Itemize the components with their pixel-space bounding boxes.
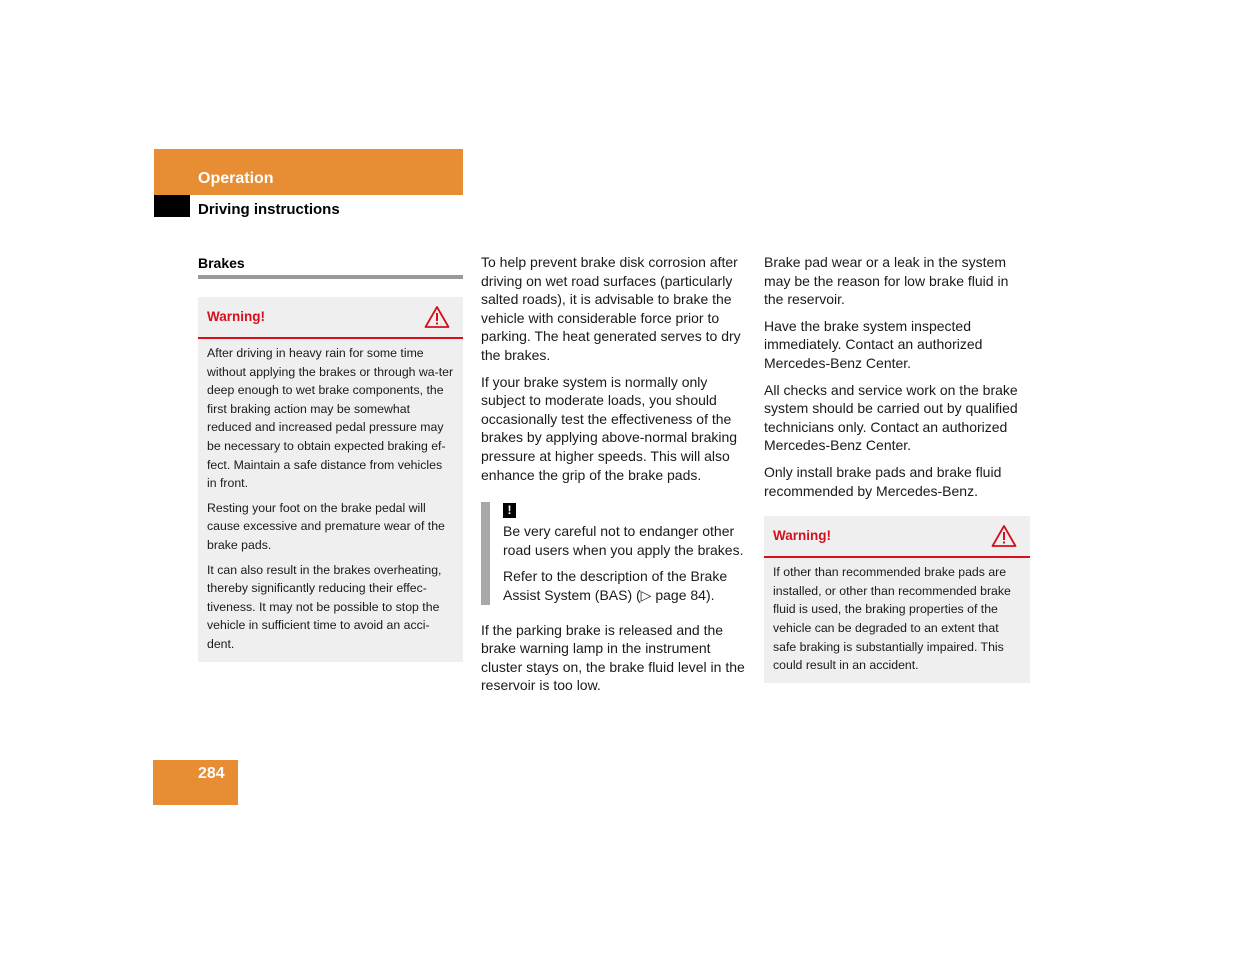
note-box [481, 500, 747, 604]
subsection-marker [154, 195, 190, 217]
exclamation-icon: ! [503, 503, 516, 518]
warning-box [198, 297, 463, 662]
warning-paragraph: If other than recommended brake pads are installed, or other than recommended brake fluid is used, the braking properties of the vehicle can be degraded to an extent that safe braking is substantially impaired. This could result in an accident. [773, 565, 1011, 673]
warning-box [764, 516, 1030, 683]
page-number-box [153, 760, 238, 805]
warning-triangle-icon [991, 524, 1017, 548]
note-paragraph: Refer to the description of the Brake Assist System (BAS) (▷ page 84). [503, 568, 728, 603]
column-1 [198, 254, 463, 662]
subsection-title: Driving instructions [198, 201, 340, 218]
body-paragraph: If your brake system is normally only subject to moderate loads, you should occasionally test the effectiveness of the brakes by applying above-normal braking pressure at higher speeds. This will also enhance the grip of the brake pads. [481, 373, 738, 483]
warning-label: Warning! [207, 308, 265, 324]
warning-label: Warning! [773, 527, 831, 543]
warning-body [764, 558, 1030, 683]
note-bar [481, 502, 490, 604]
warning-paragraph: It can also result in the brakes overheating, thereby significantly reducing their effec-tiveness. It may not be possible to stop the vehicle in sufficient time to avoid an acci-dent. [207, 562, 442, 651]
warning-triangle-icon [424, 305, 450, 329]
warning-paragraph: After driving in heavy rain for some time without applying the brakes or through wa-ter deep enough to wet brake components, the first braking action may be somewhat reduced and increased pedal pressure may be necessary to obtain expected braking ef-fect. Maintain a safe distance from vehicles in front. [207, 346, 454, 491]
brakes-heading: Brakes [198, 254, 463, 279]
warning-header [764, 516, 1030, 558]
warning-body [198, 339, 463, 662]
note-paragraph: Be very careful not to endanger other road users when you apply the brakes. [503, 523, 744, 558]
body-paragraph: If the parking brake is released and the brake warning lamp in the instrument cluster stays on, the brake fluid level in the reservoir is too low. [481, 621, 745, 694]
section-title: Operation [198, 170, 274, 187]
column-2 [481, 253, 747, 703]
warning-paragraph: Resting your foot on the brake pedal will cause excessive and premature wear of the brake pads. [207, 500, 445, 552]
body-paragraph: To help prevent brake disk corrosion after driving on wet road surfaces (particularly salted roads), it is advisable to brake the vehicle with considerable force prior to parking. The heat generated serves to dry the brakes. [481, 254, 741, 363]
body-paragraph: Brake pad wear or a leak in the system may be the reason for low brake fluid in the reservoir. [764, 254, 1009, 308]
body-paragraph: Only install brake pads and brake fluid recommended by Mercedes-Benz. [764, 463, 1002, 499]
page-number: 284 [198, 765, 225, 782]
column-3 [764, 253, 1030, 683]
body-paragraph: Have the brake system inspected immediately. Contact an authorized Mercedes-Benz Center. [764, 317, 983, 371]
body-paragraph: All checks and service work on the brake system should be carried out by qualified technicians only. Contact an authorized Mercedes-Benz Center. [764, 381, 1018, 454]
warning-header [198, 297, 463, 339]
